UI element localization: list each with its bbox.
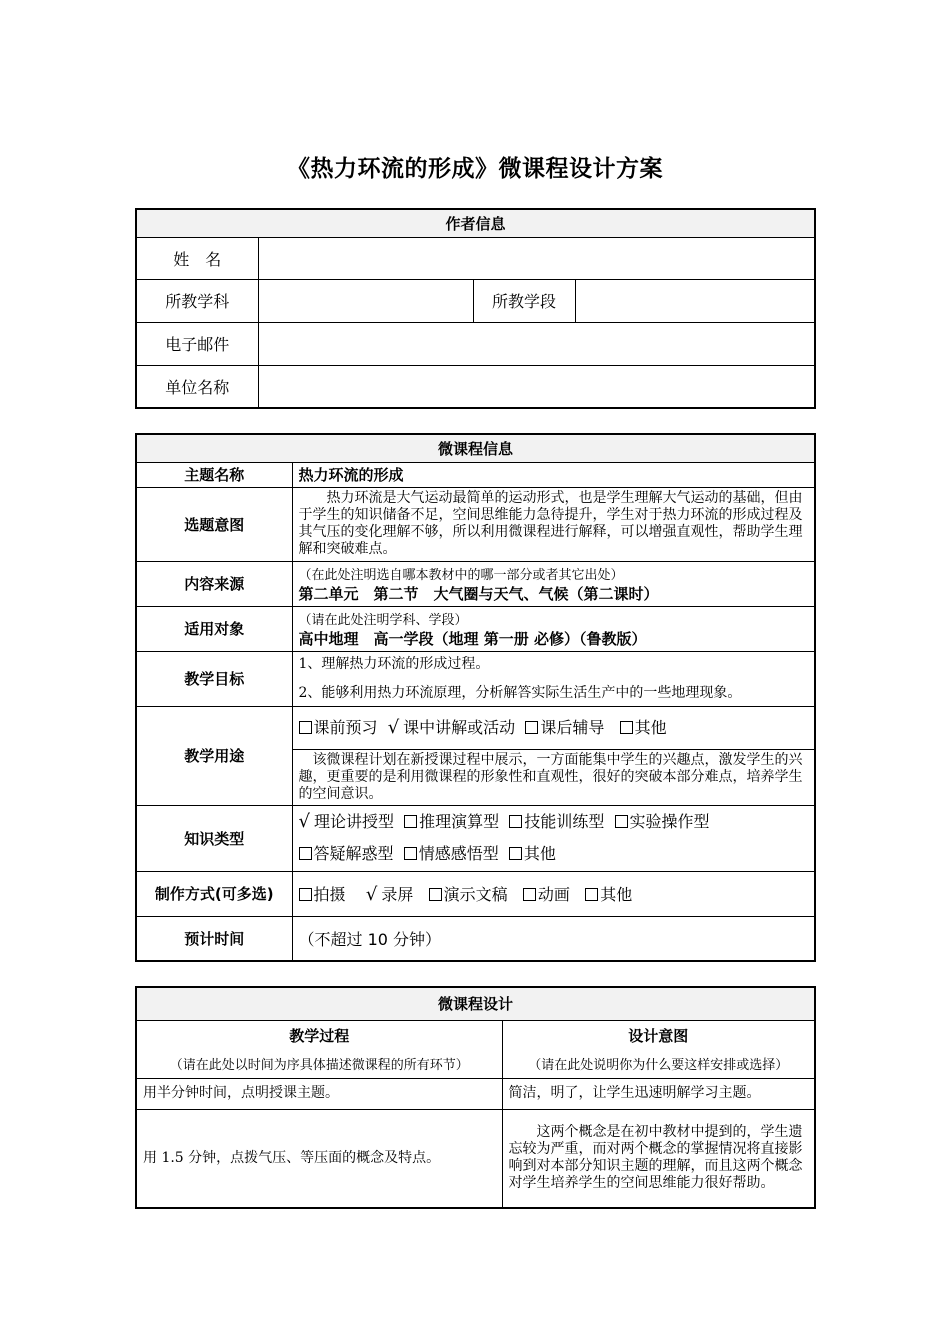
- intent-cell: 简洁，明了，让学生迅速明解学习主题。: [502, 1078, 815, 1109]
- name-label: 姓 名: [136, 237, 258, 279]
- use-label: 教学用途: [136, 706, 292, 805]
- course-info-header: 微课程信息: [136, 434, 815, 462]
- design-header: 微课程设计: [136, 987, 815, 1020]
- make-label: 制作方式(可多选): [136, 871, 292, 916]
- intent-column-hint: （请在此处说明你为什么要这样安排或选择）: [528, 1058, 789, 1073]
- time-label: 预计时间: [136, 916, 292, 961]
- audience-label: 适用对象: [136, 606, 292, 651]
- audience-value: 高中地理 高一学段（地理 第一册 必修）（鲁教版）: [298, 629, 647, 648]
- subject-field[interactable]: [258, 279, 473, 322]
- org-label: 单位名称: [136, 365, 258, 408]
- source-label: 内容来源: [136, 561, 292, 606]
- checkbox-icon: [299, 847, 312, 860]
- use-option-other[interactable]: 其他: [620, 718, 667, 737]
- make-options: [292, 871, 815, 916]
- use-option-inclass[interactable]: √ 课中讲解或活动: [387, 716, 516, 738]
- audience-hint: （请在此处注明学科、学段）: [298, 612, 468, 628]
- topic-label: 主题名称: [136, 462, 292, 487]
- type-option-theory[interactable]: √ 理论讲授型: [298, 811, 394, 832]
- design-table: [135, 986, 816, 1209]
- make-option-screen[interactable]: √ 录屏: [365, 884, 414, 905]
- process-column-hint: （请在此处以时间为序具体描述微课程的所有环节）: [169, 1058, 469, 1073]
- use-option-after[interactable]: 课后辅导: [525, 718, 604, 737]
- goal-label: 教学目标: [136, 651, 292, 706]
- type-option-emotion[interactable]: 情感感悟型: [404, 844, 499, 863]
- email-field[interactable]: [258, 322, 815, 365]
- type-label: 知识类型: [136, 805, 292, 871]
- checkbox-icon: [523, 888, 536, 901]
- goal-item-2: 2、能够利用热力环流原理，分析解答实际生活生产中的一些地理现象。: [298, 684, 742, 701]
- checkmark-icon: √: [387, 716, 400, 738]
- name-field[interactable]: [258, 237, 815, 279]
- checkbox-icon: [509, 847, 522, 860]
- checkbox-icon: [525, 721, 538, 734]
- course-info-table: [135, 433, 816, 962]
- checkbox-icon: [299, 888, 312, 901]
- type-option-qa[interactable]: 答疑解惑型: [299, 844, 394, 863]
- make-option-animation[interactable]: 动画: [523, 885, 570, 904]
- type-option-experiment[interactable]: 实验操作型: [615, 812, 710, 831]
- checkmark-icon: √: [298, 811, 310, 832]
- type-option-other[interactable]: 其他: [509, 844, 556, 863]
- email-label: 电子邮件: [136, 322, 258, 365]
- make-option-shoot[interactable]: 拍摄: [299, 885, 346, 904]
- topic-value: 热力环流的形成: [292, 462, 815, 487]
- checkmark-icon: √: [365, 884, 378, 905]
- table-row: [136, 1109, 815, 1208]
- time-value: （不超过 10 分钟）: [292, 916, 815, 961]
- document-title: 《热力环流的形成》微课程设计方案: [287, 155, 663, 182]
- subject-label: 所教学科: [136, 279, 258, 322]
- make-option-slides[interactable]: 演示文稿: [429, 885, 508, 904]
- make-option-other[interactable]: 其他: [585, 885, 632, 904]
- goal-item-1: 1、理解热力环流的形成过程。: [298, 655, 490, 672]
- type-option-reasoning[interactable]: 推理演算型: [404, 812, 499, 831]
- checkbox-icon: [404, 815, 417, 828]
- process-cell: 用 1.5 分钟，点拨气压、等压面的概念及特点。: [136, 1109, 502, 1208]
- source-hint: （在此处注明选自哪本教材中的哪一部分或者其它出处）: [298, 567, 624, 583]
- use-option-preview[interactable]: 课前预习: [299, 718, 378, 737]
- checkbox-icon: [404, 847, 417, 860]
- checkbox-icon: [615, 815, 628, 828]
- type-options: [292, 805, 815, 871]
- checkbox-icon: [429, 888, 442, 901]
- author-info-table: [135, 208, 816, 409]
- intent-label: 选题意图: [136, 487, 292, 561]
- process-column-title: 教学过程: [289, 1027, 350, 1045]
- use-text: 该微课程计划在新授课过程中展示，一方面能集中学生的兴趣点，激发学生的兴趣，更重要的是利用微课程的形象性和直观性，很好的突破本部分难点，培养学生的空间意识。: [298, 751, 803, 802]
- use-options: [293, 707, 815, 750]
- checkbox-icon: [299, 721, 312, 734]
- stage-label: 所教学段: [473, 279, 575, 322]
- intent-text: 热力环流是大气运动最简单的运动形式，也是学生理解大气运动的基础，但由于学生的知识储备不足，空间思维能力急待提升，学生对于热力环流的形成过程及其气压的变化理解不够，所以利用微课程进行解释，可以增强直观性，帮助学生理解和突破难点。: [292, 487, 815, 561]
- table-row: [136, 1078, 815, 1109]
- stage-field[interactable]: [575, 279, 815, 322]
- checkbox-icon: [509, 815, 522, 828]
- checkbox-icon: [585, 888, 598, 901]
- intent-column-title: 设计意图: [628, 1027, 689, 1045]
- author-info-header: 作者信息: [136, 209, 815, 237]
- source-value: 第二单元 第二节 大气圈与天气、气候（第二课时）: [298, 584, 659, 603]
- type-option-skill[interactable]: 技能训练型: [509, 812, 604, 831]
- checkbox-icon: [620, 721, 633, 734]
- process-cell: 用半分钟时间，点明授课主题。: [136, 1078, 502, 1109]
- intent-cell: 这两个概念是在初中教材中提到的，学生遗忘较为严重，而对两个概念的掌握情况将直接影响到对本部分知识主题的理解，而且这两个概念对学生培养学生的空间思维能力很好帮助。: [502, 1109, 815, 1208]
- org-field[interactable]: [258, 365, 815, 408]
